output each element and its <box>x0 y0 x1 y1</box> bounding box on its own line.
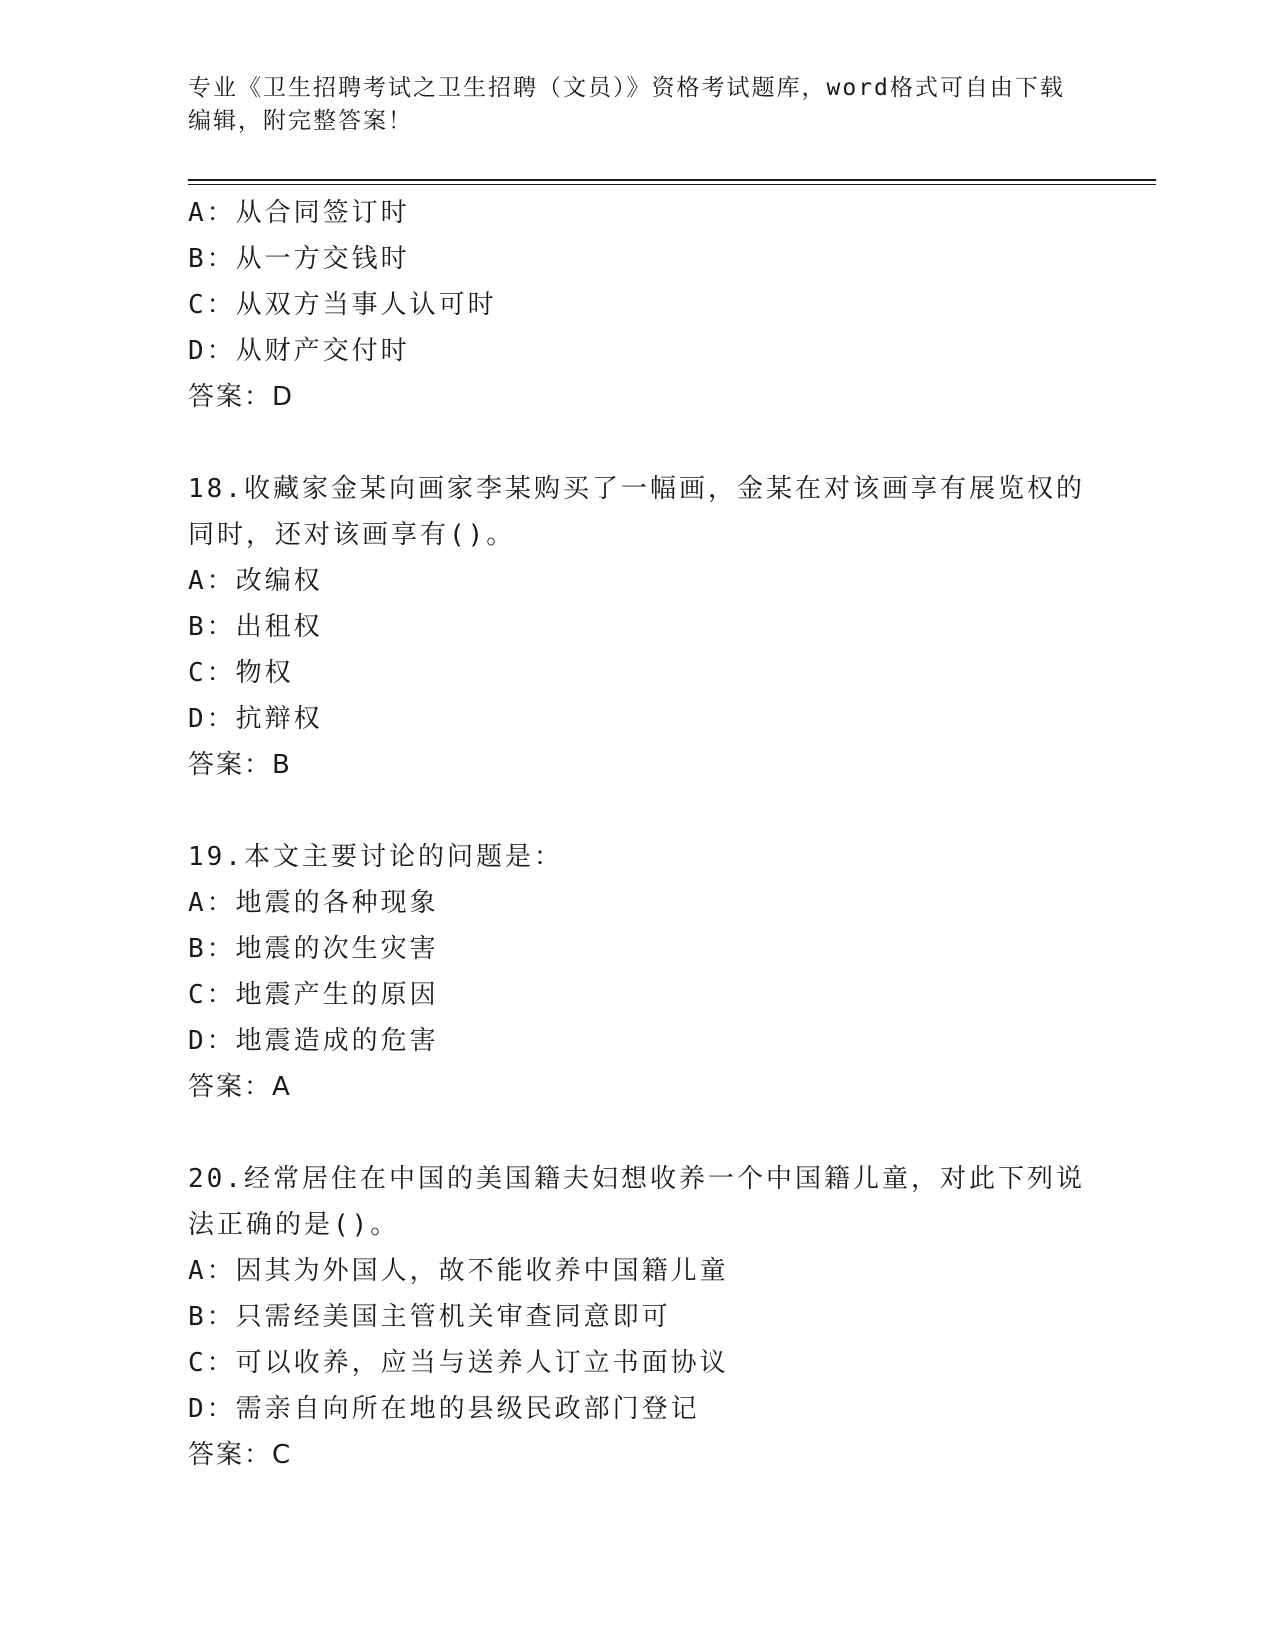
option-b: B：只需经美国主管机关审查同意即可 <box>188 1302 671 1332</box>
option-b: B：出租权 <box>188 612 323 642</box>
question-20 <box>188 1156 1088 1478</box>
question-stem: 19.本文主要讨论的问题是： <box>188 842 563 872</box>
option-c: C：从双方当事人认可时 <box>188 290 497 320</box>
header-divider-thick <box>188 179 1156 181</box>
option-b: B：地震的次生灾害 <box>188 934 439 964</box>
header-divider-thin <box>188 184 1156 185</box>
question-stem-continued: 同时，还对该画享有()。 <box>188 520 516 550</box>
option-c: C：可以收养，应当与送养人订立书面协议 <box>188 1348 729 1378</box>
question-stem: 18.收藏家金某向画家李某购买了一幅画，金某在对该画享有展览权的 <box>188 474 1085 504</box>
answer-line: 答案：D <box>188 382 295 412</box>
question-19 <box>188 834 1088 1110</box>
option-a: A：地震的各种现象 <box>188 888 439 918</box>
option-d: D：抗辩权 <box>188 704 323 734</box>
answer-line: 答案：A <box>188 1072 292 1102</box>
option-d: D：地震造成的危害 <box>188 1026 439 1056</box>
option-a: A：改编权 <box>188 566 323 596</box>
question-spacer <box>188 788 1088 834</box>
question-17 <box>188 190 1088 420</box>
question-stem-continued: 法正确的是()。 <box>188 1210 400 1240</box>
document-header <box>188 72 1068 138</box>
answer-line: 答案：B <box>188 750 292 780</box>
question-spacer <box>188 1110 1088 1156</box>
option-b: B：从一方交钱时 <box>188 244 410 274</box>
option-c: C：地震产生的原因 <box>188 980 439 1010</box>
question-18 <box>188 466 1088 788</box>
option-a: A：因其为外国人，故不能收养中国籍儿童 <box>188 1256 729 1286</box>
option-d: D：需亲自向所在地的县级民政部门登记 <box>188 1394 700 1424</box>
option-d: D：从财产交付时 <box>188 336 410 366</box>
option-c: C：物权 <box>188 658 294 688</box>
header-line-1: 专业《卫生招聘考试之卫生招聘（文员）》资格考试题库，word格式可自由下载 <box>188 75 1065 101</box>
header-line-2: 编辑，附完整答案！ <box>188 108 413 134</box>
option-a: A：从合同签订时 <box>188 198 410 228</box>
question-list <box>188 190 1088 1478</box>
answer-line: 答案：C <box>188 1440 293 1470</box>
question-stem: 20.经常居住在中国的美国籍夫妇想收养一个中国籍儿童，对此下列说 <box>188 1164 1085 1194</box>
question-spacer <box>188 420 1088 466</box>
